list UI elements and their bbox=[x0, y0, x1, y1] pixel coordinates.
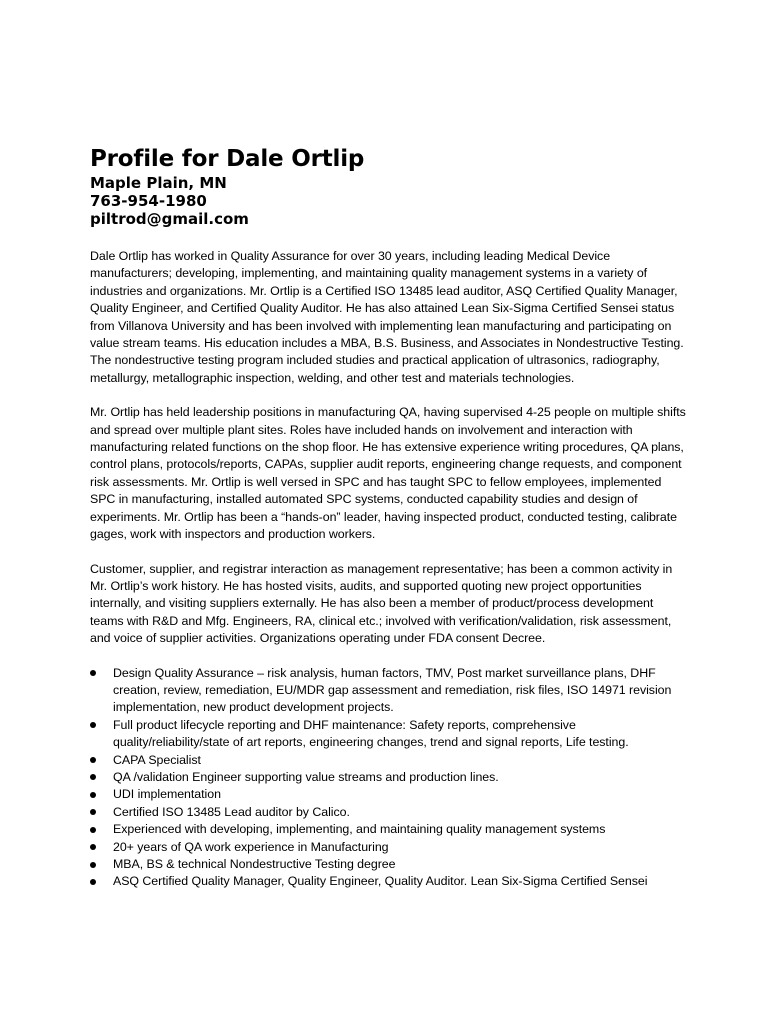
list-item bbox=[90, 769, 690, 786]
paragraph-customer-interaction: Customer, supplier, and registrar interaction as management representative; has been a common activity in Mr. Ortlip’s work history. He has hosted visits, audits, and supported quoting new project opportunities internally, and visiting suppliers externally. He has also been a member of product/process development teams with R&D and Mfg. Engineers, RA, clinical etc.; involved with verification/validation, risk assessment, and voice of supplier activities. Organizations operating under FDA consent Decree. bbox=[90, 561, 673, 646]
list-item bbox=[90, 665, 690, 717]
list-item-text: Experienced with developing, implementing, and maintaining quality management systems bbox=[113, 822, 606, 837]
list-item-text: MBA, BS & technical Nondestructive Testing degree bbox=[113, 857, 396, 871]
list-item bbox=[90, 804, 690, 821]
list-item bbox=[90, 839, 690, 856]
list-item bbox=[90, 752, 690, 769]
list-item bbox=[90, 821, 690, 838]
list-item-text: ASQ Certified Quality Manager, Quality Engineer, Quality Auditor. Lean Six-Sigma Certified Sensei bbox=[113, 874, 648, 889]
bullet-icon bbox=[90, 722, 96, 728]
list-item-text: CAPA Specialist bbox=[113, 752, 201, 767]
list-item bbox=[90, 786, 690, 803]
paragraph-leadership: Mr. Ortlip has held leadership positions in manufacturing QA, having supervised 4-25 people on multiple shifts and spread over multiple plant sites. Roles have included hands on involvement and interaction with manufacturing related functions on the shop floor. He has extensive experience writing procedures, QA plans, control plans, protocols/reports, CAPAs, supplier audit reports, engineering change requests, and component risk assessments. Mr. Ortlip is well versed in SPC and has taught SPC to fellow employees, implemented SPC in manufacturing, installed automated SPC systems, conducted capability studies and design of experiments. Mr. Ortlip has been a “hands-on” leader, having inspected product, conducted testing, calibrate gages, work with inspectors and production workers. bbox=[90, 405, 686, 542]
page-title: Profile for Dale Ortlip bbox=[90, 146, 365, 172]
contact-location: Maple Plain, MN bbox=[90, 174, 227, 192]
bullet-icon bbox=[90, 809, 96, 815]
bullet-icon bbox=[90, 844, 96, 850]
contact-phone: 763-954-1980 bbox=[90, 192, 207, 210]
list-item bbox=[90, 856, 690, 873]
list-item-text: 20+ years of QA work experience in Manufacturing bbox=[113, 839, 389, 854]
list-item-text: UDI implementation bbox=[113, 787, 221, 802]
contact-email: piltrod@gmail.com bbox=[90, 210, 249, 228]
bullet-icon bbox=[90, 792, 96, 798]
bullet-icon bbox=[90, 879, 96, 885]
bullet-icon bbox=[90, 670, 96, 676]
list-item-text: Certified ISO 13485 Lead auditor by Calico. bbox=[113, 804, 350, 819]
bullet-icon bbox=[90, 757, 96, 763]
contact-block bbox=[90, 174, 690, 228]
list-item-text: Design Quality Assurance – risk analysis, human factors, TMV, Post market surveillance plans, DHF creation, review, remediation, EU/MDR gap assessment and remediation, risk files, ISO 14971 revision implementation, new product development projects. bbox=[113, 665, 672, 715]
document-body bbox=[90, 144, 690, 891]
paragraph-summary: Dale Ortlip has worked in Quality Assurance for over 30 years, including leading Medical Device manufacturers; developing, implementing, and maintaining quality management systems in a variety of industries and organizations. Mr. Ortlip is a Certified ISO 13485 lead auditor, ASQ Certified Quality Manager, Quality Engineer, and Certified Quality Auditor. He has also attained Lean Six-Sigma Certified Sensei status from Villanova University and has been involved with implementing lean manufacturing and participating on value stream teams. His education includes a MBA, B.S. Business, and Associates in Nondestructive Testing. The nondestructive testing program included studies and practical application of ultrasonics, radiography, metallurgy, metallographic inspection, welding, and other test and materials technologies. bbox=[90, 249, 684, 385]
skills-bullet-list bbox=[90, 665, 690, 891]
list-item-text: QA /validation Engineer supporting value streams and production lines. bbox=[113, 769, 499, 784]
list-item bbox=[90, 873, 690, 890]
list-item bbox=[90, 717, 690, 752]
bullet-icon bbox=[90, 774, 96, 780]
list-item-text: Full product lifecycle reporting and DHF maintenance: Safety reports, comprehensive quality/reliability/state of art reports, engineering changes, trend and signal reports, Life testing. bbox=[113, 717, 629, 750]
bullet-icon bbox=[90, 827, 96, 833]
bullet-icon bbox=[90, 862, 96, 868]
